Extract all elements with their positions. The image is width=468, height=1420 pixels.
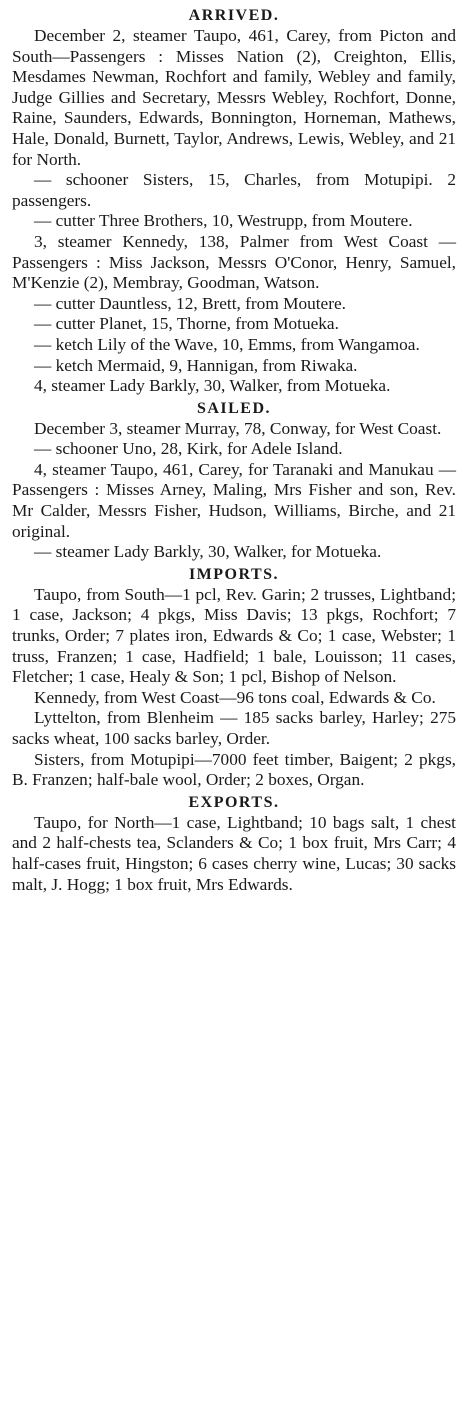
sailed-heading: SAILED. <box>196 399 272 417</box>
import-entry: Sisters, from Motupipi—7000 feet timber, Baigent; 2 pkgs, B. Franzen; half-bale wool, Order; 2 boxes, Organ. <box>12 749 456 790</box>
arrived-section <box>12 5 456 397</box>
import-entry: Lyttelton, from Blenheim — 185 sacks barley, Harley; 275 sacks wheat, 100 sacks barley, Order. <box>12 708 456 748</box>
import-entry: Kennedy, from West Coast—96 tons coal, Edwards & Co. <box>34 687 436 707</box>
arrival-entry: — schooner Sisters, 15, Charles, from Motupipi. 2 passengers. <box>12 170 456 210</box>
arrival-entry: 4, steamer Lady Barkly, 30, Walker, from Motueka. <box>34 376 391 396</box>
imports-heading: IMPORTS. <box>188 565 280 583</box>
arrival-entry: — ketch Mermaid, 9, Hannigan, from Riwaka. <box>34 355 358 375</box>
arrival-entry: — ketch Lily of the Wave, 10, Emms, from Wangamoa. <box>34 334 420 354</box>
arrival-entry: 3, steamer Kennedy, 138, Palmer from West Coast — Passengers : Miss Jackson, Messrs O'Conor, Henry, Samuel, M'Kenzie (2), Membray, Goodman, Watson. <box>12 231 456 293</box>
arrival-entry: — cutter Planet, 15, Thorne, from Motueka. <box>34 314 339 334</box>
arrival-entry: — cutter Three Brothers, 10, Westrupp, from Moutere. <box>34 211 413 231</box>
imports-section <box>12 564 456 791</box>
exports-section <box>12 792 456 895</box>
sailing-entry: — steamer Lady Barkly, 30, Walker, for Motueka. <box>34 542 382 562</box>
arrived-heading: ARRIVED. <box>188 7 280 24</box>
export-entry: Taupo, for North—1 case, Lightband; 10 bags salt, 1 chest and 2 half-chests tea, Sclanders & Co; 1 box fruit, Mrs Carr; 4 half-cases fruit, Hingston; 6 cases cherry wine, Lucas; 30 sacks malt, J. Hogg; 1 box fruit, Mrs Edwards. <box>12 812 456 894</box>
import-entry: Taupo, from South—1 pcl, Rev. Garin; 2 trusses, Lightband; 1 case, Jackson; 4 pkgs, Miss Davis; 13 pkgs, Rochfort; 7 trunks, Order; 7 plates iron, Edwards & Co; 1 case, Webster; 1 truss, Franzen; 1 case, Hadfield; 1 bale, Louisson; 11 cases, Fletcher; 1 case, Healy & Son; 1 pcl, Bishop of Nelson. <box>12 584 456 687</box>
exports-heading: EXPORTS. <box>188 793 280 811</box>
sailing-entry: — schooner Uno, 28, Kirk, for Adele Island. <box>34 439 343 459</box>
sailed-section <box>12 398 456 563</box>
sailing-entry: 4, steamer Taupo, 461, Carey, for Taranaki and Manukau — Passengers : Misses Arney, Maling, Mrs Fisher and son, Rev. Mr Calder, Messrs Fisher, Hudson, Williams, Birche, and 21 original. <box>12 459 456 541</box>
arrival-entry: December 2, steamer Taupo, 461, Carey, from Picton and South—Passengers : Misses Nation (2), Creighton, Ellis, Mesdames Newman, Rochfort and family, Webley and family, Judge Gillies and Secretary, Messrs Webley, Rochfort, Donne, Raine, Saunders, Edwards, Bonnington, Horneman, Mathews, Hale, Donald, Burnett, Taylor, Andrews, Lewis, Webley, and 21 for North. <box>12 26 456 169</box>
arrival-entry: — cutter Dauntless, 12, Brett, from Moutere. <box>34 293 346 313</box>
sailing-entry: December 3, steamer Murray, 78, Conway, for West Coast. <box>34 418 442 438</box>
